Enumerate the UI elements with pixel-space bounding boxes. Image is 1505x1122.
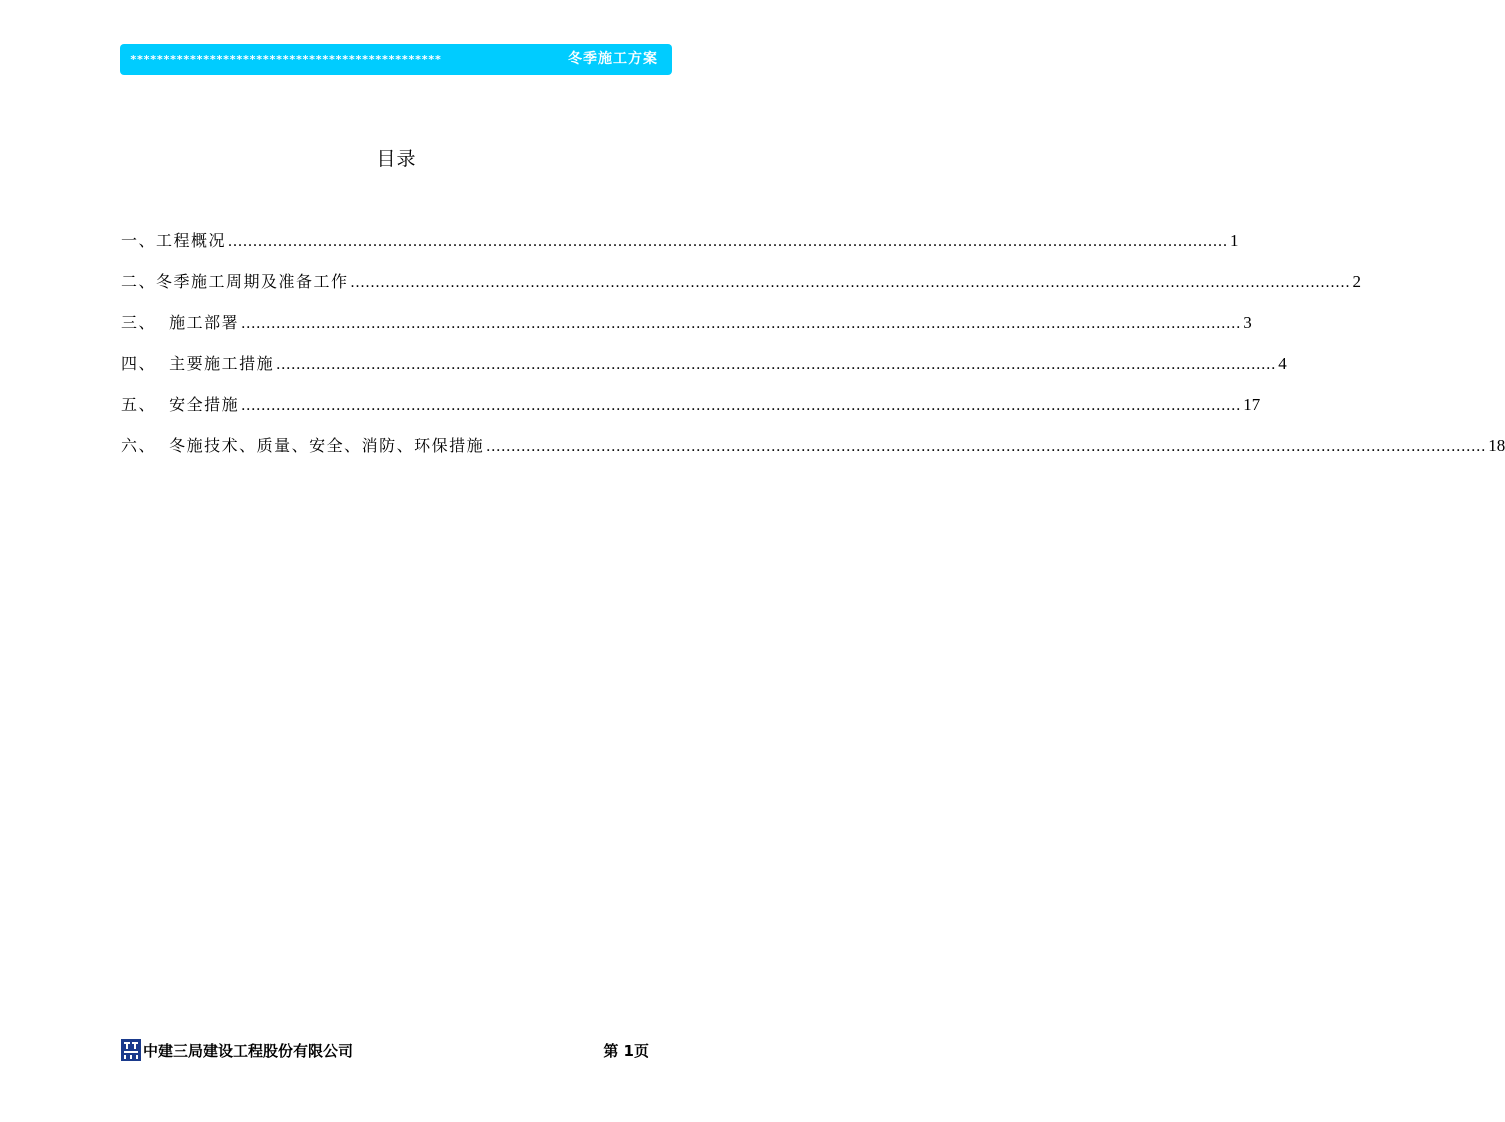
toc-item-label: 五、 安全措施: [121, 395, 240, 414]
toc-leader-dots: ........................................................................................................................................................................................................: [350, 274, 1351, 291]
toc-leader-dots: ........................................................................................................................................................................................................: [486, 438, 1487, 455]
toc-item-page: 2: [1352, 272, 1362, 291]
header-title: 冬季施工方案: [568, 51, 658, 67]
toc-leader-dots: ........................................................................................................................................................................................................: [241, 315, 1242, 332]
footer-page-number: 第 1页: [603, 1041, 649, 1060]
toc-item-page: 3: [1243, 313, 1252, 332]
toc-item-4[interactable]: [121, 352, 1287, 393]
toc-item-page: 1: [1230, 231, 1239, 250]
toc-item-label: 一、工程概况: [121, 231, 227, 250]
toc-item-3[interactable]: [121, 311, 1252, 352]
toc-item-2[interactable]: [121, 270, 1362, 311]
toc-item-label: 三、 施工部署: [121, 313, 240, 332]
toc-item-page: 17: [1243, 395, 1261, 414]
toc-item-label: 四、 主要施工措施: [121, 354, 275, 373]
footer-company-block: [121, 1039, 353, 1061]
toc-item-page: 4: [1278, 354, 1287, 373]
toc-item-1[interactable]: [121, 229, 1239, 270]
toc-leader-dots: ........................................................................................................................................................................................................: [228, 233, 1229, 250]
toc-leader-dots: ........................................................................................................................................................................................................: [241, 397, 1242, 414]
toc-item-5[interactable]: [121, 393, 1261, 434]
footer-company-name: 中建三局建设工程股份有限公司: [143, 1041, 354, 1060]
company-logo-icon: [121, 1039, 141, 1061]
toc-leader-dots: ........................................................................................................................................................................................................: [276, 356, 1277, 373]
toc-item-page: 18: [1488, 436, 1505, 455]
toc-item-6[interactable]: [121, 434, 1505, 475]
header-stars: ***********************************************: [130, 53, 442, 66]
table-of-contents: [121, 229, 1505, 475]
page-footer: [121, 1037, 661, 1063]
header-bar: [120, 44, 672, 75]
toc-item-label: 六、 冬施技术、质量、安全、消防、环保措施: [121, 436, 485, 455]
toc-title: 目录: [376, 148, 417, 170]
toc-item-label: 二、冬季施工周期及准备工作: [121, 272, 349, 291]
